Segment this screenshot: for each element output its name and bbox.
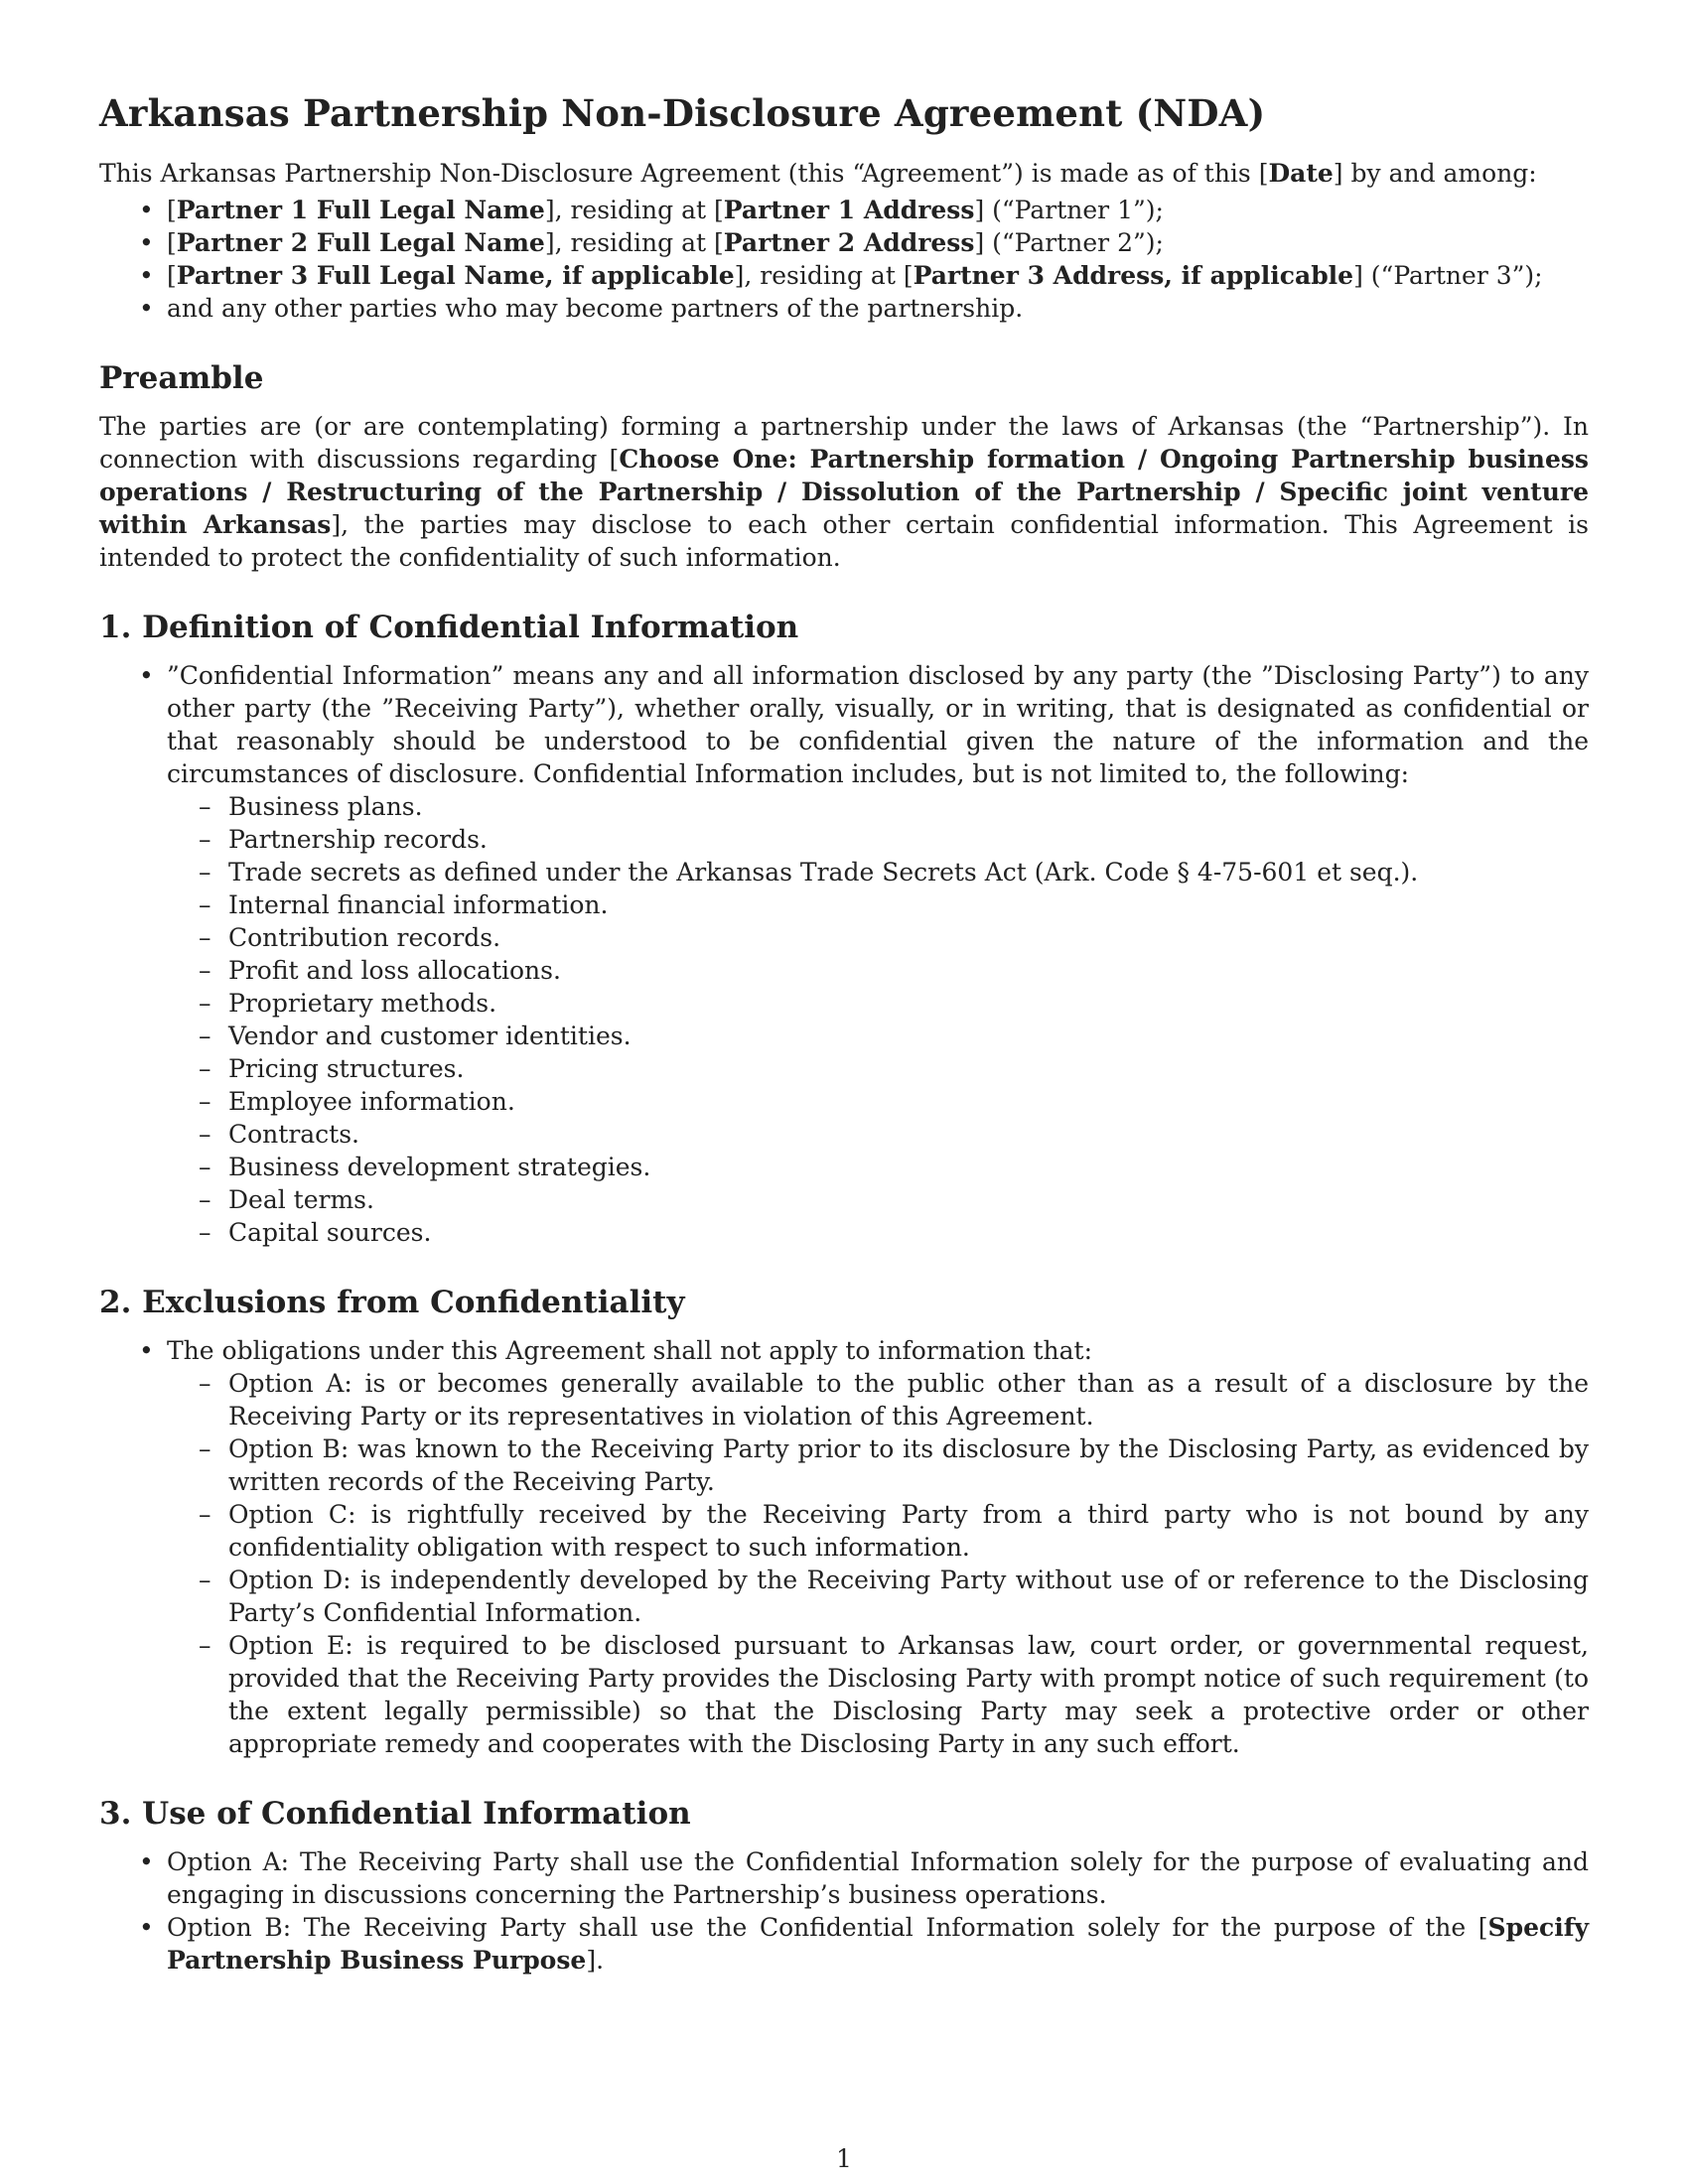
list-item: – Option E: is required to be disclosed pursuant to Arkansas law, court order, or governmental request, provided that the Receiving Party provides the Disclosing Party with prompt notice of such requirement (to the extent legally permissible) so that the Disclosing Party may seek a protective order or other appropriate remedy and cooperates with the Disclosing Party in any such effort. <box>228 1629 1589 1760</box>
list-item: – Contracts. <box>228 1118 1589 1151</box>
list-item: – Proprietary methods. <box>228 987 1589 1020</box>
intro-text-start: This Arkansas Partnership Non-Disclosure Agreement (this “Agreement”) is made as of this [ <box>99 159 1269 188</box>
list-item: – Business plans. <box>228 790 1589 823</box>
party-name: Partner 1 Full Legal Name <box>176 196 545 224</box>
page-number: 1 <box>836 2144 852 2173</box>
party-item: • [Partner 3 Full Legal Name, if applicable], residing at [Partner 3 Address, if applicable] (“Partner 3”); <box>167 259 1589 292</box>
party-address: Partner 3 Address, if applicable <box>913 261 1354 290</box>
date-field: Date <box>1268 159 1334 188</box>
party-address: Partner 2 Address <box>723 228 975 257</box>
party-item-other: • and any other parties who may become partners of the partnership. <box>167 292 1589 325</box>
document-page <box>99 89 1589 1977</box>
section-2-lead: • The obligations under this Agreement shall not apply to information that: – Option A: is or becomes generally available to the public other than as a result of a disclosure by the Receiving Party or its representatives in violation of this Agreement. – Option B: was known to the Receiving Party prior to its disclosure by the Disclosing Party, as evidenced by written records of the Receiving Party. – Option C: is rightfully received by the Receiving Party from a third party who is not bound by any confidentiality obligation with respect to such information. – Option D: is independently developed by the Receiving Party without use of or reference to the Disclosing Party’s Confidential Information. – Option E: is required to be disclosed pursuant to Arkansas law, court order, or governmental request, provided that the Receiving Party provides the Disclosing Party with prompt notice of such requirement (to the extent legally permissible) so that the Disclosing Party may seek a protective order or other appropriate remedy and cooperates with the Disclosing Party in any such effort. <box>167 1334 1589 1760</box>
section-3-list <box>99 1845 1589 1977</box>
party-name: Partner 3 Full Legal Name, if applicable <box>176 261 735 290</box>
section-1-list <box>99 659 1589 1249</box>
list-item: – Internal financial information. <box>228 888 1589 921</box>
list-item: – Option C: is rightfully received by the Receiving Party from a third party who is not bound by any confidentiality obligation with respect to such information. <box>228 1498 1589 1564</box>
list-item: – Option B: was known to the Receiving Party prior to its disclosure by the Disclosing Party, as evidenced by written records of the Receiving Party. <box>228 1433 1589 1498</box>
list-item: – Deal terms. <box>228 1183 1589 1216</box>
list-item: – Trade secrets as defined under the Arkansas Trade Secrets Act (Ark. Code § 4-75-601 et seq.). <box>228 856 1589 888</box>
intro-paragraph <box>99 157 1589 190</box>
list-item: – Vendor and customer identities. <box>228 1020 1589 1052</box>
section-3-heading: 3. Use of Confidential Information <box>99 1796 691 1832</box>
confidential-info-list <box>167 790 1589 1249</box>
preamble-paragraph: The parties are (or are contemplating) forming a partnership under the laws of Arkansas (the “Partnership”). In connection with discussions regarding [Choose One: Partnership formation / Ongoing Partnership business operations / Restructuring of the Partnership / Dissolution of the Partnership / Specific joint venture within Arkansas], the parties may disclose to each other certain confidential information. This Agreement is intended to protect the confidentiality of such information. <box>99 412 1589 572</box>
section-3-option-a: • Option A: The Receiving Party shall use the Confidential Information solely for the purpose of evaluating and engaging in discussions concerning the Partnership’s business operations. <box>167 1845 1589 1911</box>
list-item: – Employee information. <box>228 1085 1589 1118</box>
section-3-option-b: • Option B: The Receiving Party shall use the Confidential Information solely for the purpose of the [Specify Partnership Business Purpose]. <box>167 1911 1589 1977</box>
exclusions-list <box>167 1367 1589 1760</box>
party-name: Partner 2 Full Legal Name <box>176 228 545 257</box>
section-2-list <box>99 1334 1589 1760</box>
preamble-heading: Preamble <box>99 360 264 396</box>
section-1-lead: • ”Confidential Information” means any and all information disclosed by any party (the ”Disclosing Party”) to any other party (the ”Receiving Party”), whether orally, visually, or in writing, that is designated as confidential or that reasonably should be understood to be confidential given the nature of the information and the circumstances of disclosure. Confidential Information includes, but is not limited to, the following: – Business plans. – Partnership records. – Trade secrets as defined under the Arkansas Trade Secrets Act (Ark. Code § 4-75-601 et seq.). – Internal financial information. – Contribution records. – Profit and loss allocations. – Proprietary methods. – Vendor and customer identities. – Pricing structures. – Employee information. – Contracts. – Business development strategies. – Deal terms. – Capital sources. <box>167 659 1589 1249</box>
party-address: Partner 1 Address <box>723 196 975 224</box>
list-item: – Pricing structures. <box>228 1052 1589 1085</box>
business-purpose-field: Specify Partnership Business Purpose <box>167 1913 1589 1975</box>
document-title: Arkansas Partnership Non-Disclosure Agreement (NDA) <box>99 91 1266 135</box>
parties-list <box>99 194 1589 325</box>
party-item: • [Partner 2 Full Legal Name], residing at [Partner 2 Address] (“Partner 2”); <box>167 226 1589 259</box>
party-item: • [Partner 1 Full Legal Name], residing at [Partner 1 Address] (“Partner 1”); <box>167 194 1589 226</box>
list-item: – Capital sources. <box>228 1216 1589 1249</box>
section-1-heading: 1. Definition of Confidential Information <box>99 610 799 645</box>
list-item: – Contribution records. <box>228 921 1589 954</box>
list-item: – Option D: is independently developed by the Receiving Party without use of or reference to the Disclosing Party’s Confidential Information. <box>228 1564 1589 1629</box>
preamble-choice-field: Choose One: Partnership formation / Ongoing Partnership business operations / Restructuring of the Partnership / Dissolution of the Partnership / Specific joint venture within Arkansas <box>99 445 1589 539</box>
list-item: – Profit and loss allocations. <box>228 954 1589 987</box>
list-item: – Business development strategies. <box>228 1151 1589 1183</box>
list-item: – Option A: is or becomes generally available to the public other than as a result of a disclosure by the Receiving Party or its representatives in violation of this Agreement. <box>228 1367 1589 1433</box>
section-2-heading: 2. Exclusions from Confidentiality <box>99 1285 685 1320</box>
intro-text-end: ] by and among: <box>1333 159 1537 188</box>
list-item: – Partnership records. <box>228 823 1589 856</box>
